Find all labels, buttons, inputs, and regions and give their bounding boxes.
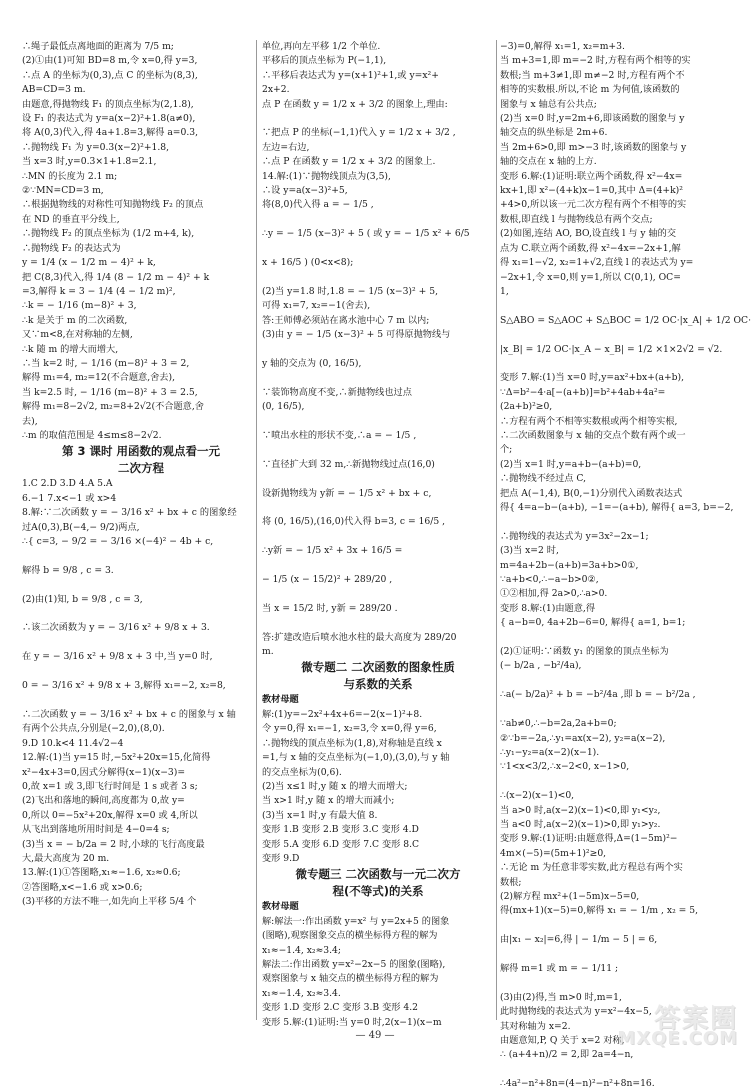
text-line: 在 ND 的垂直平分线上, bbox=[22, 213, 120, 225]
text-line bbox=[500, 775, 736, 789]
text-line bbox=[500, 299, 736, 313]
text-line: 8.解:∵二次函数 y = − 3/16 x² + bx + c 的图象经 bbox=[22, 507, 237, 519]
text-line: ∴抛物线 F₁ 为 y=0.3(x−2)²+1.8, bbox=[22, 141, 170, 153]
text-line: 过A(0,3),B(−4,− 9/2)两点, bbox=[22, 521, 140, 533]
text-line: 设新抛物线为 y新 = − 1/5 x² + bx + c, bbox=[262, 487, 432, 499]
text-line: ∵Δ=b²−4·a[−(a+b)]=b²+4ab+4a²= bbox=[500, 386, 666, 398]
text-line: 把 C(8,3)代入,得 1/4 (8 − 1/2 m − 4)² + k bbox=[22, 271, 210, 283]
column-left bbox=[22, 40, 260, 1025]
text-line: ∵a+b<0,∴−a−b>0②, bbox=[500, 574, 599, 586]
text-line: 当 x = 15/2 时, y新 = 289/20 . bbox=[262, 602, 398, 614]
text-line: 得 x₁=1−√2, x₂=1+√2,直线 l 的表达式为 y= bbox=[500, 257, 694, 269]
text-line: 的交点坐标为(0,6). bbox=[262, 766, 342, 778]
text-line bbox=[500, 948, 736, 962]
text-line: ∴无论 m 为任意非零实数,此方程总有两个实 bbox=[500, 862, 683, 874]
text-line: 相等的实数根.所以,不论 m 为何值,该函数的 bbox=[500, 84, 680, 96]
text-line: 13.解:(1)①答图略,x₁≈−1.6, x₂≈0.6; bbox=[22, 867, 181, 879]
text-line: − 1/5 (x − 15/2)² + 289/20 , bbox=[262, 574, 393, 586]
text-line: 由题意知,P, Q 关于 x=2 对称, bbox=[500, 1035, 625, 1047]
text-line bbox=[262, 213, 494, 227]
text-line bbox=[262, 242, 494, 256]
text-line: 变形 1.B 变形 2.B 变形 3.C 变形 4.D bbox=[262, 824, 419, 836]
text-line: ∴二次函数图象与 x 轴的交点个数有两个或一 bbox=[500, 429, 686, 441]
text-line: 6.−1 7.x<−1 或 x>4 bbox=[22, 492, 117, 504]
text-line: 变形 9.D bbox=[262, 852, 300, 864]
text-line: (2)由(1)知, b = 9/8 , c = 3, bbox=[22, 593, 143, 605]
text-line: 将 (0, 16/5),(16,0)代入得 b=3, c = 16/5 , bbox=[262, 516, 446, 528]
text-line bbox=[500, 703, 736, 717]
text-line: ∴抛物线 F₂ 的顶点坐标为 (1/2 m+4, k), bbox=[22, 228, 195, 240]
text-line: (3)当 x=2 时, bbox=[500, 545, 559, 557]
text-line bbox=[500, 631, 736, 645]
text-line: (2)当 y=1.8 时,1.8 = − 1/5 (x−3)² + 5, bbox=[262, 285, 439, 297]
text-line: ∴当 k=2 时, − 1/16 (m−8)² + 3 = 2, bbox=[22, 357, 190, 369]
page-number: — 49 — bbox=[355, 1030, 395, 1041]
text-line: 观察图象与 x 轴交点的横坐标得方程的解为 bbox=[262, 973, 439, 985]
text-line: ∴4a²−n²+8n=(4−n)²−n²+8n=16. bbox=[500, 1078, 655, 1090]
text-line: ∴设 y=a(x−3)²+5, bbox=[262, 185, 348, 197]
text-line: ∴该二次函数为 y = − 3/16 x² + 9/8 x + 3. bbox=[22, 622, 210, 634]
text-line: 从飞出到落地所用时间是 4−0=4 s; bbox=[22, 824, 170, 836]
text-line: (3)由(2)得,当 m>0 时,m=1, bbox=[500, 991, 622, 1003]
text-line: 4m×(−5)=(5m+1)²≥0, bbox=[500, 847, 607, 859]
text-line bbox=[500, 976, 736, 990]
text-line: (2)①证明:∵函数 y₁ 的图象的顶点坐标为 bbox=[500, 646, 669, 658]
text-line: 解:(1)y=−2x²+4x+6=−2(x−1)²+8. bbox=[262, 708, 423, 720]
text-line bbox=[262, 530, 494, 544]
text-line: ∴k 是关于 m 的二次函数, bbox=[22, 314, 128, 326]
watermark-text-top: 答案圈 bbox=[653, 1004, 738, 1034]
text-line: x₁≈−1.4, x₂≈3.4; bbox=[262, 944, 341, 956]
text-line: (2)①由(1)可知 BD=8 m,令 x=0,得 y=3, bbox=[22, 55, 198, 67]
text-line: 此时抛物线的表达式为 y=x²−4x−5, bbox=[500, 1006, 652, 1018]
text-line: 12.解:(1)当 y=15 时,−5x²+20x=15,化简得 bbox=[22, 752, 211, 764]
text-line: 将(8,0)代入得 a = − 1/5 , bbox=[262, 199, 374, 211]
text-line: y 轴的交点为 (0, 16/5), bbox=[262, 357, 362, 369]
text-line: 轴交点的纵坐标是 2m+6. bbox=[500, 127, 608, 139]
text-line: S△ABO = S△AOC + S△BOC = 1/2 OC·|x_A| + 1/2 OC· bbox=[500, 314, 751, 326]
text-line: 1.C 2.D 3.D 4.A 5.A bbox=[22, 478, 113, 490]
text-line bbox=[500, 1063, 736, 1077]
text-line: ∴二次函数 y = − 3/16 x² + bx + c 的图象与 x 轴 bbox=[22, 708, 236, 720]
text-line: AB=CD=3 m. bbox=[22, 84, 86, 96]
text-line: 单位,再向左平移 1/2 个单位. bbox=[262, 41, 381, 52]
text-line: 在 y = − 3/16 x² + 9/8 x + 3 中,当 y=0 时, bbox=[22, 651, 213, 663]
text-line: ∴y₁−y₂=a(x−2)(x−1). bbox=[500, 746, 600, 758]
text-line: 解得 b = 9/8 , c = 3. bbox=[22, 564, 114, 576]
text-line: ∴抛物线的顶点坐标为(1,8),对称轴是直线 x bbox=[262, 737, 442, 749]
text-line bbox=[500, 674, 736, 688]
text-line: x₁≈−1.4, x₂≈3.4. bbox=[262, 987, 341, 999]
text-line: 由题意,得抛物线 F₁ 的顶点坐标为(2,1.8), bbox=[22, 98, 194, 110]
text-line: 当 k=2.5 时, − 1/16 (m−8)² + 3 = 2.5, bbox=[22, 386, 198, 398]
section-heading: 微专题二 二次函数的图象性质 bbox=[301, 660, 455, 675]
text-line bbox=[22, 578, 260, 592]
text-line: 个; bbox=[500, 444, 513, 456]
text-line: 去), bbox=[22, 415, 38, 427]
text-line: x²−4x+3=0,因式分解得(x−1)(x−3)= bbox=[22, 766, 186, 778]
text-line bbox=[500, 515, 736, 529]
text-line: 当 x=3 时,y=0.3×1+1.8=2.1, bbox=[22, 156, 157, 168]
text-line: ∵装饰物高度不变,∴新抛物线也过点 bbox=[262, 386, 412, 398]
section-heading: 程(不等式)的关系 bbox=[332, 884, 424, 899]
text-line: 有两个公共点,分别是(−2,0),(8,0). bbox=[22, 723, 165, 735]
text-line bbox=[262, 559, 494, 573]
text-line: 14.解:(1)∵抛物线顶点为(3,5), bbox=[262, 170, 391, 182]
text-line: ①②相加,得 2a>0,∴a>0. bbox=[500, 588, 608, 600]
watermark-text-bottom: MXQE.COM bbox=[617, 1028, 738, 1049]
text-line: 2x+2. bbox=[262, 84, 290, 96]
text-line: 平移后的顶点坐标为 P(−1,1), bbox=[262, 55, 387, 67]
text-line: 0 = − 3/16 x² + 9/8 x + 3,解得 x₁=−2, x₂=8, bbox=[22, 680, 226, 692]
text-line bbox=[22, 665, 260, 679]
text-line: |x_B| = 1/2 OC·|x_A − x_B| = 1/2 ×1×2√2 = √2. bbox=[500, 343, 723, 355]
text-line: ∴点 A 的坐标为(0,3),点 C 的坐标为(8,3), bbox=[22, 69, 198, 81]
text-line: 令 y=0,得 x₁=−1, x₂=3,令 x=0,得 y=6, bbox=[262, 723, 437, 735]
text-line: 大,最大高度为 20 m. bbox=[22, 852, 110, 864]
text-line bbox=[262, 112, 494, 126]
text-line: 解得 m₁=4, m₂=12(不合题意,舍去), bbox=[22, 372, 175, 384]
text-line: −3)=0,解得 x₁=1, x₂=m+3. bbox=[500, 41, 625, 52]
text-line: 将 A(0,3)代入,得 4a+1.8=3,解得 a=0.3, bbox=[22, 127, 199, 139]
text-line bbox=[500, 328, 736, 342]
text-line bbox=[22, 693, 260, 707]
text-line: m. bbox=[262, 646, 274, 658]
text-line: 把点 A(−1,4), B(0,−1)分别代入函数表达式 bbox=[500, 487, 683, 499]
text-line: (3)当 x = − b/2a = 2 时,小球的飞行高度最 bbox=[22, 838, 205, 850]
text-line: (0, 16/5), bbox=[262, 401, 305, 413]
text-line: 数根; bbox=[500, 876, 522, 888]
text-line: (2)当 x=1 时,y=a+b−(a+b)=0, bbox=[500, 458, 642, 470]
text-line: ②∵MN=CD=3 m, bbox=[22, 185, 104, 197]
text-line: 1, bbox=[500, 285, 509, 297]
text-line bbox=[262, 472, 494, 486]
text-line: ∴根据抛物线的对称性可知抛物线 F₂ 的顶点 bbox=[22, 199, 204, 211]
text-line: 数根,即直线 l 与抛物线总有两个交点; bbox=[500, 213, 653, 225]
text-line: −2x+1,令 x=0,则 y=1,所以 C(0,1), OC= bbox=[500, 271, 681, 283]
text-line: =1,与 x 轴的交点坐标为(−1,0),(3,0),与 y 轴 bbox=[262, 752, 450, 764]
text-line bbox=[262, 343, 494, 357]
section-heading: 第 3 课时 用函数的观点看一元 bbox=[61, 444, 220, 459]
text-line: x + 16/5 ) (0<x<8); bbox=[262, 257, 354, 269]
section-heading: 与系数的关系 bbox=[343, 677, 413, 692]
text-line: ∴抛物线不经过点 C, bbox=[500, 473, 587, 485]
text-line: =3,解得 k = 3 − 1/4 (4 − 1/2 m)², bbox=[22, 285, 176, 297]
text-line: 变形 6.解:(1)证明:联立两个函数,得 x²−4x= bbox=[500, 170, 683, 182]
text-line: 9.D 10.k<4 11.4√2−4 bbox=[22, 737, 124, 749]
text-line: 由|x₁ − x₂|=6,得 | − 1/m − 5 | = 6, bbox=[500, 934, 658, 946]
text-line: 变形 5.解:(1)证明:当 y=0 时,2(x−1)(x−m bbox=[262, 1016, 442, 1028]
text-line: 数根;当 m+3≠1,即 m≠−2 时,方程有两个不 bbox=[500, 69, 685, 81]
text-line: (− b/2a , −b²/4a), bbox=[500, 660, 582, 672]
text-line: ∵喷出水柱的形状不变,∴a = − 1/5 , bbox=[262, 429, 417, 441]
text-line: (3)由 y = − 1/5 (x−3)² + 5 可得原抛物线与 bbox=[262, 329, 451, 341]
text-line: (2)如图,连结 AO, BO,设直线 l 与 y 轴的交 bbox=[500, 228, 677, 240]
text-line: ∴a(− b/2a)² + b = −b²/4a ,即 b = − b²/2a , bbox=[500, 689, 696, 701]
text-line: ∴k = − 1/16 (m−8)² + 3, bbox=[22, 300, 137, 312]
text-line: 答:王师傅必须站在离水池中心 7 m 以内; bbox=[262, 314, 430, 326]
text-line: ∴抛物线 F₂ 的表达式为 bbox=[22, 242, 121, 254]
text-line: ∴点 P 在函数 y = 1/2 x + 3/2 的图象上. bbox=[262, 156, 436, 168]
text-line: 解:解法一:作出函数 y=x² 与 y=2x+5 的图象 bbox=[262, 915, 450, 927]
text-line: 得(mx+1)(x−5)=0,解得 x₁ = − 1/m , x₂ = 5, bbox=[500, 905, 699, 917]
text-line: ∴方程有两个不相等实数根或两个相等实根, bbox=[500, 415, 678, 427]
text-line: 变形 9.解:(1)证明:由题意得,Δ=(1−5m)²− bbox=[500, 833, 678, 845]
text-line: 当 2m+6>0,即 m>−3 时,该函数的图象与 y bbox=[500, 141, 687, 153]
subheading: 教材母题 bbox=[262, 901, 299, 913]
text-line: (2)当 x=0 时,y=2m+6,即该函数的图象与 y bbox=[500, 113, 685, 125]
text-line: 当 a>0 时,a(x−2)(x−1)<0,即 y₁<y₂, bbox=[500, 804, 661, 816]
text-line: 当 a<0 时,a(x−2)(x−1)>0,即 y₁>y₂. bbox=[500, 818, 661, 830]
text-line: ∴m 的取值范围是 4≤m≤8−2√2. bbox=[22, 429, 162, 441]
text-line bbox=[262, 443, 494, 457]
text-line: 0,所以 0=−5x²+20x,解得 x=0 或 4,所以 bbox=[22, 809, 198, 821]
text-line: { a−b=0, 4a+2b−6=0, 解得{ a=1, b=1; bbox=[500, 617, 686, 629]
section-heading: 微专题三 二次函数与一元二次方 bbox=[295, 867, 461, 882]
text-line: 变形 1.D 变形 2.C 变形 3.B 变形 4.2 bbox=[262, 1002, 418, 1014]
text-line bbox=[500, 357, 736, 371]
text-line: 变形 8.解:(1)由题意,得 bbox=[500, 602, 596, 614]
text-line: ∵1<x<3/2,∴x−2<0, x−1>0, bbox=[500, 761, 630, 773]
text-line: ∵ab≠0,∴−b=2a,2a+b=0; bbox=[500, 718, 617, 730]
text-line: 变形 5.A 变形 6.D 变形 7.C 变形 8.C bbox=[262, 838, 420, 850]
text-line: ∴y = − 1/5 (x−3)² + 5 ( 或 y = − 1/5 x² + 6/5 bbox=[262, 228, 470, 240]
column-divider bbox=[496, 40, 497, 1020]
text-line bbox=[262, 271, 494, 285]
text-line: 解得 m=1 或 m = − 1/11 ; bbox=[500, 963, 619, 974]
text-line: ②∵b=−2a,∴y₁=ax(x−2), y₂=a(x−2), bbox=[500, 732, 666, 744]
text-line: ∵把点 P 的坐标(−1,1)代入 y = 1/2 x + 3/2 , bbox=[262, 127, 456, 139]
text-line: ∴(x−2)(x−1)<0, bbox=[500, 790, 575, 802]
text-line: 点 P 在函数 y = 1/2 x + 3/2 的图象上,理由: bbox=[262, 98, 448, 110]
text-line bbox=[22, 636, 260, 650]
text-line bbox=[22, 607, 260, 621]
subheading: 教材母题 bbox=[262, 694, 299, 706]
text-line: 得{ 4=a−b−(a+b), −1=−(a+b), 解得{ a=3, b=−2, bbox=[500, 502, 734, 513]
text-line: 左边=右边, bbox=[262, 141, 310, 153]
text-line: 当 m+3=1,即 m=−2 时,方程有两个相等的实 bbox=[500, 55, 691, 67]
text-line: ∴MN 的长度为 2.1 m; bbox=[22, 170, 118, 182]
text-line: 解法二:作出函数 y=x²−2x−5 的图象(图略), bbox=[262, 958, 446, 970]
text-line: ②答图略,x<−1.6 或 x>0.6; bbox=[22, 881, 143, 893]
text-line: 点为 C.联立两个函数,得 x²−4x=−2x+1,解 bbox=[500, 242, 681, 254]
text-line bbox=[500, 919, 736, 933]
text-line: (2a+b)²≥0, bbox=[500, 401, 553, 413]
text-line: 其对称轴为 x=2. bbox=[500, 1020, 571, 1032]
text-line: 轴的交点在 x 轴的上方. bbox=[500, 156, 597, 168]
text-line: ∴平移后表达式为 y=(x+1)²+1,或 y=x²+ bbox=[262, 69, 439, 81]
text-line: ∴绳子最低点离地面的距离为 7/5 m; bbox=[22, 41, 174, 52]
text-line: ∴抛物线的表达式为 y=3x²−2x−1; bbox=[500, 530, 649, 542]
section-heading: 二次方程 bbox=[118, 461, 164, 476]
text-line: 答:扩建改造后喷水池水柱的最大高度为 289/20 bbox=[262, 631, 457, 643]
text-line: (图略),观察图象交点的横坐标得方程的解为 bbox=[262, 930, 438, 942]
text-line bbox=[262, 501, 494, 515]
text-line: ∴k 随 m 的增大而增大, bbox=[22, 343, 119, 355]
text-line: 图象与 x 轴总有公共点; bbox=[500, 98, 597, 110]
column-middle bbox=[262, 40, 494, 1028]
text-line bbox=[262, 371, 494, 385]
text-line: 解得 m₁=8−2√2, m₂=8+2√2(不合题意,舍 bbox=[22, 401, 204, 413]
text-line bbox=[262, 616, 494, 630]
text-line: 设 F₁ 的表达式为 y=a(x−2)²+1.8(a≠0), bbox=[22, 113, 196, 125]
text-line: (3)平移的方法不唯一,如先向上平移 5/4 个 bbox=[22, 896, 197, 908]
text-line bbox=[262, 587, 494, 601]
text-line: (3)当 x=1 时,y 有最大值 8. bbox=[262, 809, 378, 821]
text-line: +4>0,所以该一元二次方程有两个不相等的实 bbox=[500, 199, 687, 211]
text-line: kx+1,即 x²−(4+k)x−1=0,其中 Δ=(4+k)² bbox=[500, 185, 683, 197]
text-line: ∵直径扩大到 32 m,∴新抛物线过点(16,0) bbox=[262, 458, 435, 470]
text-line: ∴{ c=3, − 9/2 = − 3/16 ×(−4)² − 4b + c, bbox=[22, 536, 214, 547]
text-line bbox=[262, 415, 494, 429]
text-line: (2)当 x≤1 时,y 随 x 的增大而增大; bbox=[262, 780, 408, 792]
text-line bbox=[22, 549, 260, 563]
text-line: ∴ (a+4+n)/2 = 2,即 2a=4−n, bbox=[500, 1049, 634, 1061]
text-line: y = 1/4 (x − 1/2 m − 4)² + k, bbox=[22, 257, 156, 269]
text-line: m=4a+2b−(a+b)=3a+b>0①, bbox=[500, 559, 639, 571]
text-line: 0,故 x=1 或 3,即飞行时间是 1 s 或者 3 s; bbox=[22, 780, 198, 792]
text-line: 可得 x₁=7, x₂=−1(舍去), bbox=[262, 300, 371, 312]
text-line: 变形 7.解:(1)当 x=0 时,y=ax²+bx+(a+b), bbox=[500, 372, 685, 384]
text-line: (2)解方程 mx²+(1−5m)x−5=0, bbox=[500, 890, 640, 902]
text-line: 当 x>1 时,y 随 x 的增大而减小; bbox=[262, 795, 395, 807]
text-line: (2)飞出和落地的瞬间,高度都为 0,故 y= bbox=[22, 795, 185, 807]
text-line: 又∵m<8,在对称轴的左侧, bbox=[22, 329, 133, 341]
text-line: ∴y新 = − 1/5 x² + 3x + 16/5 = bbox=[262, 545, 403, 557]
watermark-logo bbox=[588, 998, 738, 1054]
